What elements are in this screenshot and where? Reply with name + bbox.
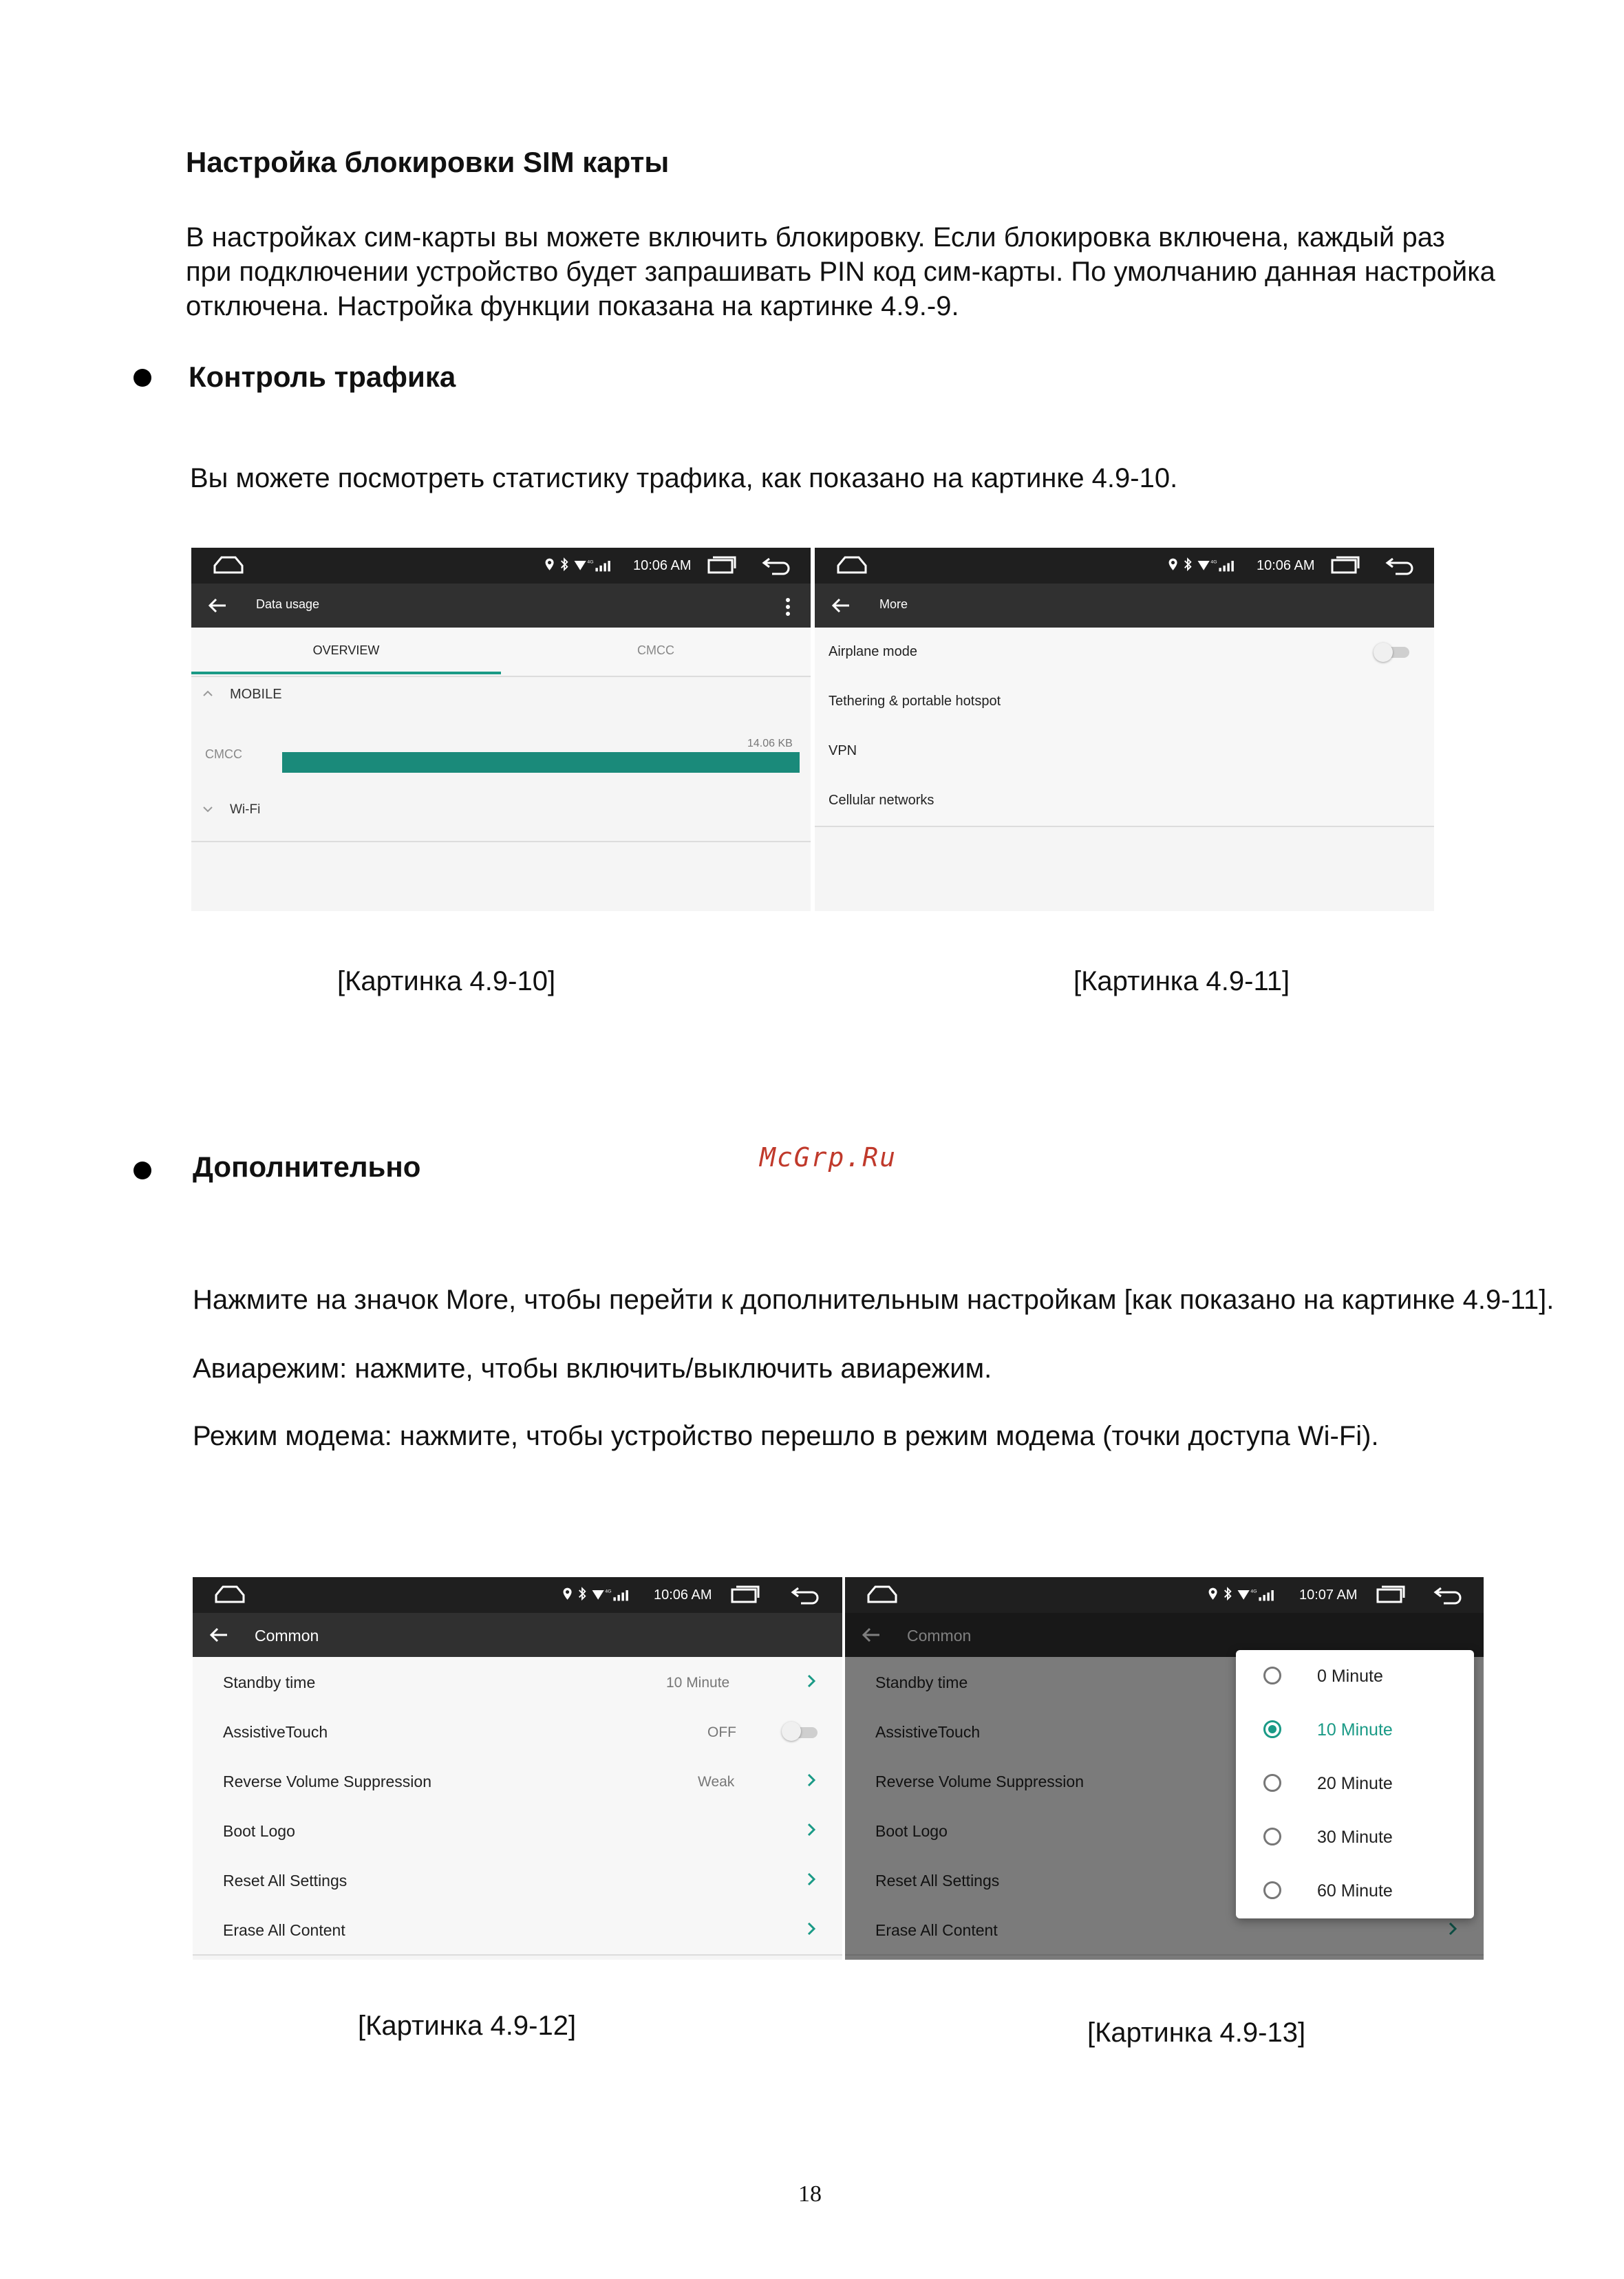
recents-icon[interactable] xyxy=(705,555,738,575)
row-standby-time[interactable] xyxy=(193,1657,842,1708)
chevron-right-icon[interactable] xyxy=(802,1920,820,1938)
caption-fig-13: [Картинка 4.9-13] xyxy=(1087,2018,1306,2048)
row-airplane-mode[interactable] xyxy=(815,628,1434,678)
chevron-right-icon[interactable] xyxy=(802,1672,820,1690)
clock: 10:07 AM xyxy=(1299,1587,1358,1603)
tab-bar xyxy=(191,628,811,677)
option-10-minute[interactable] xyxy=(1236,1704,1474,1757)
row-reverse-volume[interactable] xyxy=(193,1756,842,1807)
chevron-right-icon[interactable] xyxy=(802,1821,820,1839)
row-assistivetouch[interactable] xyxy=(193,1706,842,1757)
option-20-minute[interactable] xyxy=(1236,1757,1474,1811)
caption-fig-11: [Картинка 4.9-11] xyxy=(1073,966,1290,996)
extra-line-1: Нажмите на значок More, чтобы перейти к дополнительным настройкам [как показано на картинке 4.9-11]. xyxy=(193,1285,1554,1315)
bullet-icon xyxy=(133,369,151,387)
radio-icon[interactable] xyxy=(1263,1881,1281,1899)
caption-fig-10: [Картинка 4.9-10] xyxy=(337,966,556,996)
toggle-knob xyxy=(782,1722,801,1741)
home-icon[interactable] xyxy=(213,1584,246,1605)
option-label: 0 Minute xyxy=(1317,1667,1383,1686)
option-label: 30 Minute xyxy=(1317,1828,1393,1847)
back-icon[interactable] xyxy=(789,1584,822,1605)
screenshot-more xyxy=(815,548,1434,911)
arrow-back-icon[interactable] xyxy=(208,1624,230,1646)
chevron-right-icon[interactable] xyxy=(802,1870,820,1888)
row-label: AssistiveTouch xyxy=(223,1723,328,1741)
extra-line-3: Режим модема: нажмите, чтобы устройство перешло в режим модема (точки доступа Wi-Fi). xyxy=(193,1421,1379,1451)
status-bar xyxy=(815,548,1434,584)
watermark: McGrp.Ru xyxy=(760,1142,897,1173)
row-cellular-networks[interactable] xyxy=(815,776,1434,827)
app-bar xyxy=(191,584,811,628)
app-bar-title: More xyxy=(879,597,908,611)
option-label: 20 Minute xyxy=(1317,1774,1393,1793)
clock: 10:06 AM xyxy=(633,558,692,573)
screenshot-common xyxy=(193,1577,842,1960)
row-label: Reset All Settings xyxy=(223,1872,348,1890)
mobile-label: MOBILE xyxy=(230,687,282,702)
chevron-right-icon[interactable] xyxy=(802,1771,820,1789)
cmcc-label: CMCC xyxy=(205,747,242,761)
back-icon[interactable] xyxy=(760,555,793,575)
tab-cmcc[interactable]: CMCC xyxy=(637,643,674,657)
status-icons xyxy=(544,557,626,573)
row-label: Boot Logo xyxy=(223,1822,295,1840)
radio-icon[interactable] xyxy=(1263,1828,1281,1845)
sim-lock-line-3: отключена. Настройка функции показана на картинке 4.9.-9. xyxy=(186,291,959,321)
clock: 10:06 AM xyxy=(654,1587,712,1603)
recents-icon[interactable] xyxy=(1328,555,1361,575)
recents-icon[interactable] xyxy=(1374,1584,1407,1605)
heading-traffic: Контроль трафика xyxy=(189,361,456,393)
arrow-back-icon[interactable] xyxy=(830,595,852,617)
caption-fig-12: [Картинка 4.9-12] xyxy=(358,2011,577,2041)
row-label: Tethering & portable hotspot xyxy=(829,694,1001,709)
row-vpn[interactable] xyxy=(815,727,1434,778)
app-bar-title: Common xyxy=(255,1627,319,1645)
clock: 10:06 AM xyxy=(1257,558,1315,573)
radio-icon[interactable] xyxy=(1263,1774,1281,1792)
usage-bar-fill xyxy=(282,752,800,773)
status-icons xyxy=(1207,1586,1290,1603)
row-value: Weak xyxy=(698,1774,735,1790)
radio-icon[interactable] xyxy=(1263,1667,1281,1684)
screenshot-common-dialog xyxy=(845,1577,1484,1960)
row-reset-all-settings[interactable] xyxy=(193,1855,842,1906)
option-label: 60 Minute xyxy=(1317,1881,1393,1901)
row-label: VPN xyxy=(829,743,857,758)
divider xyxy=(191,841,811,842)
home-icon[interactable] xyxy=(835,555,868,575)
option-0-minute[interactable] xyxy=(1236,1650,1474,1704)
row-value: OFF xyxy=(707,1724,736,1740)
home-icon[interactable] xyxy=(212,555,245,575)
back-icon[interactable] xyxy=(1383,555,1416,575)
row-erase-all-content[interactable] xyxy=(193,1905,842,1956)
tab-indicator xyxy=(191,672,501,674)
toggle-knob xyxy=(1374,643,1393,662)
row-label: Reverse Volume Suppression xyxy=(223,1773,431,1790)
row-label: Erase All Content xyxy=(223,1921,345,1939)
heading-extra: Дополнительно xyxy=(193,1151,421,1183)
status-icons xyxy=(1167,557,1250,573)
back-icon[interactable] xyxy=(1431,1584,1464,1605)
traffic-text: Вы можете посмотреть статистику трафика, как показано на картинке 4.9-10. xyxy=(190,463,1178,493)
status-bar xyxy=(191,548,811,584)
sim-lock-line-1: В настройках сим-карты вы можете включить блокировку. Если блокировка включена, каждый раз xyxy=(186,222,1445,253)
standby-time-dialog xyxy=(1236,1650,1474,1918)
tab-overview[interactable]: OVERVIEW xyxy=(312,643,380,657)
row-tethering[interactable] xyxy=(815,677,1434,728)
page-number: 18 xyxy=(798,2181,822,2207)
radio-selected-icon[interactable] xyxy=(1263,1720,1281,1738)
caret-up-icon[interactable] xyxy=(201,687,215,700)
extra-line-2: Авиарежим: нажмите, чтобы включить/выключить авиарежим. xyxy=(193,1354,992,1384)
status-bar xyxy=(193,1577,842,1613)
screenshot-data-usage xyxy=(191,548,811,911)
app-bar xyxy=(193,1613,842,1657)
row-value: 10 Minute xyxy=(666,1675,730,1691)
row-label: Airplane mode xyxy=(829,644,917,659)
status-icons xyxy=(562,1586,644,1603)
row-boot-logo[interactable] xyxy=(193,1806,842,1857)
status-bar xyxy=(845,1577,1484,1613)
option-60-minute[interactable] xyxy=(1236,1865,1474,1918)
option-label: 10 Minute xyxy=(1317,1720,1393,1740)
app-bar xyxy=(815,584,1434,628)
more-vert-icon[interactable] xyxy=(784,596,791,618)
arrow-back-icon[interactable] xyxy=(206,595,228,617)
sim-lock-line-2: при подключении устройство будет запрашивать PIN код сим-карты. По умолчанию данная настройка xyxy=(186,257,1495,287)
option-30-minute[interactable] xyxy=(1236,1811,1474,1865)
recents-icon[interactable] xyxy=(728,1584,761,1605)
row-label: Cellular networks xyxy=(829,793,934,808)
usage-value: 14.06 KB xyxy=(747,738,793,749)
row-label: Standby time xyxy=(223,1673,316,1691)
bullet-icon xyxy=(133,1162,151,1179)
usage-bar-track xyxy=(282,752,800,773)
heading-sim-lock: Настройка блокировки SIM карты xyxy=(186,146,670,178)
app-bar-title: Data usage xyxy=(256,597,320,611)
caret-down-icon[interactable] xyxy=(201,802,215,816)
home-icon[interactable] xyxy=(866,1584,899,1605)
wifi-label: Wi-Fi xyxy=(230,802,261,817)
